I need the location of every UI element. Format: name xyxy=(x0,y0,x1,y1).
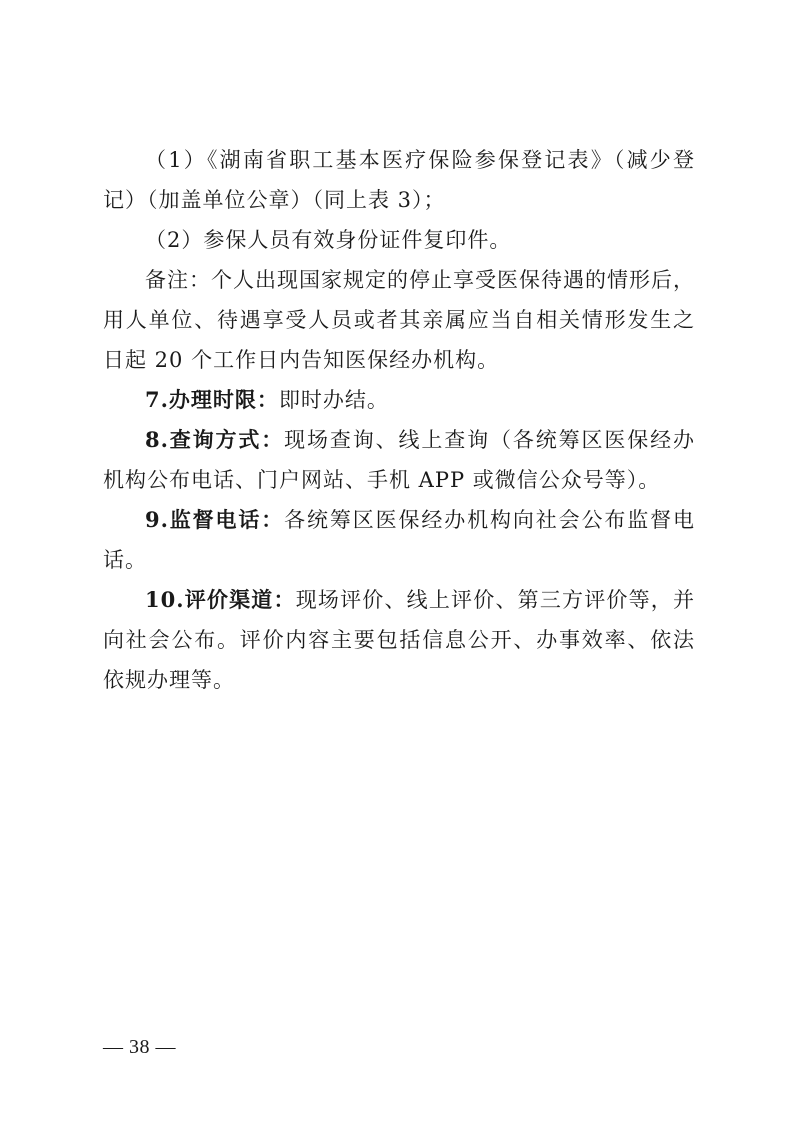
paragraph-text: 现场评价、线上评价、第三方评价等，并向社会公布。评价内容主要包括信息公开、办事效率、依法依规办理等。 xyxy=(103,588,695,692)
paragraph-processing-time xyxy=(103,380,695,420)
paragraph-supervision-phone xyxy=(103,500,695,580)
paragraph-registration-form xyxy=(103,140,695,220)
paragraph-text: （1）《湖南省职工基本医疗保险参保登记表》（减少登记）（加盖单位公章）（同上表 3）； xyxy=(103,148,695,212)
paragraph-remark xyxy=(103,260,695,380)
page-number: — 38 — xyxy=(103,1036,176,1058)
paragraph-evaluation-channel xyxy=(103,580,695,700)
paragraph-text: 备注：个人出现国家规定的停止享受医保待遇的情形后，用人单位、待遇享受人员或者其亲属应当自相关情形发生之日起 20 个工作日内告知医保经办机构。 xyxy=(103,268,695,372)
paragraph-lead: 9.监督电话： xyxy=(145,507,285,532)
paragraph-lead: 10.评价渠道： xyxy=(145,587,296,612)
document-body xyxy=(103,140,695,700)
paragraph-text: 现场查询、线上查询（各统筹区医保经办机构公布电话、门户网站、手机 APP 或微信公众号等）。 xyxy=(103,428,695,492)
paragraph-text: 各统筹区医保经办机构向社会公布监督电话。 xyxy=(103,508,695,572)
paragraph-lead: 8.查询方式： xyxy=(145,427,285,452)
paragraph-query-method xyxy=(103,420,695,500)
paragraph-id-copy xyxy=(103,220,695,260)
paragraph-lead: 7.办理时限： xyxy=(145,387,279,412)
paragraph-text: （2）参保人员有效身份证件复印件。 xyxy=(145,228,512,252)
paragraph-text: 即时办结。 xyxy=(278,388,389,412)
